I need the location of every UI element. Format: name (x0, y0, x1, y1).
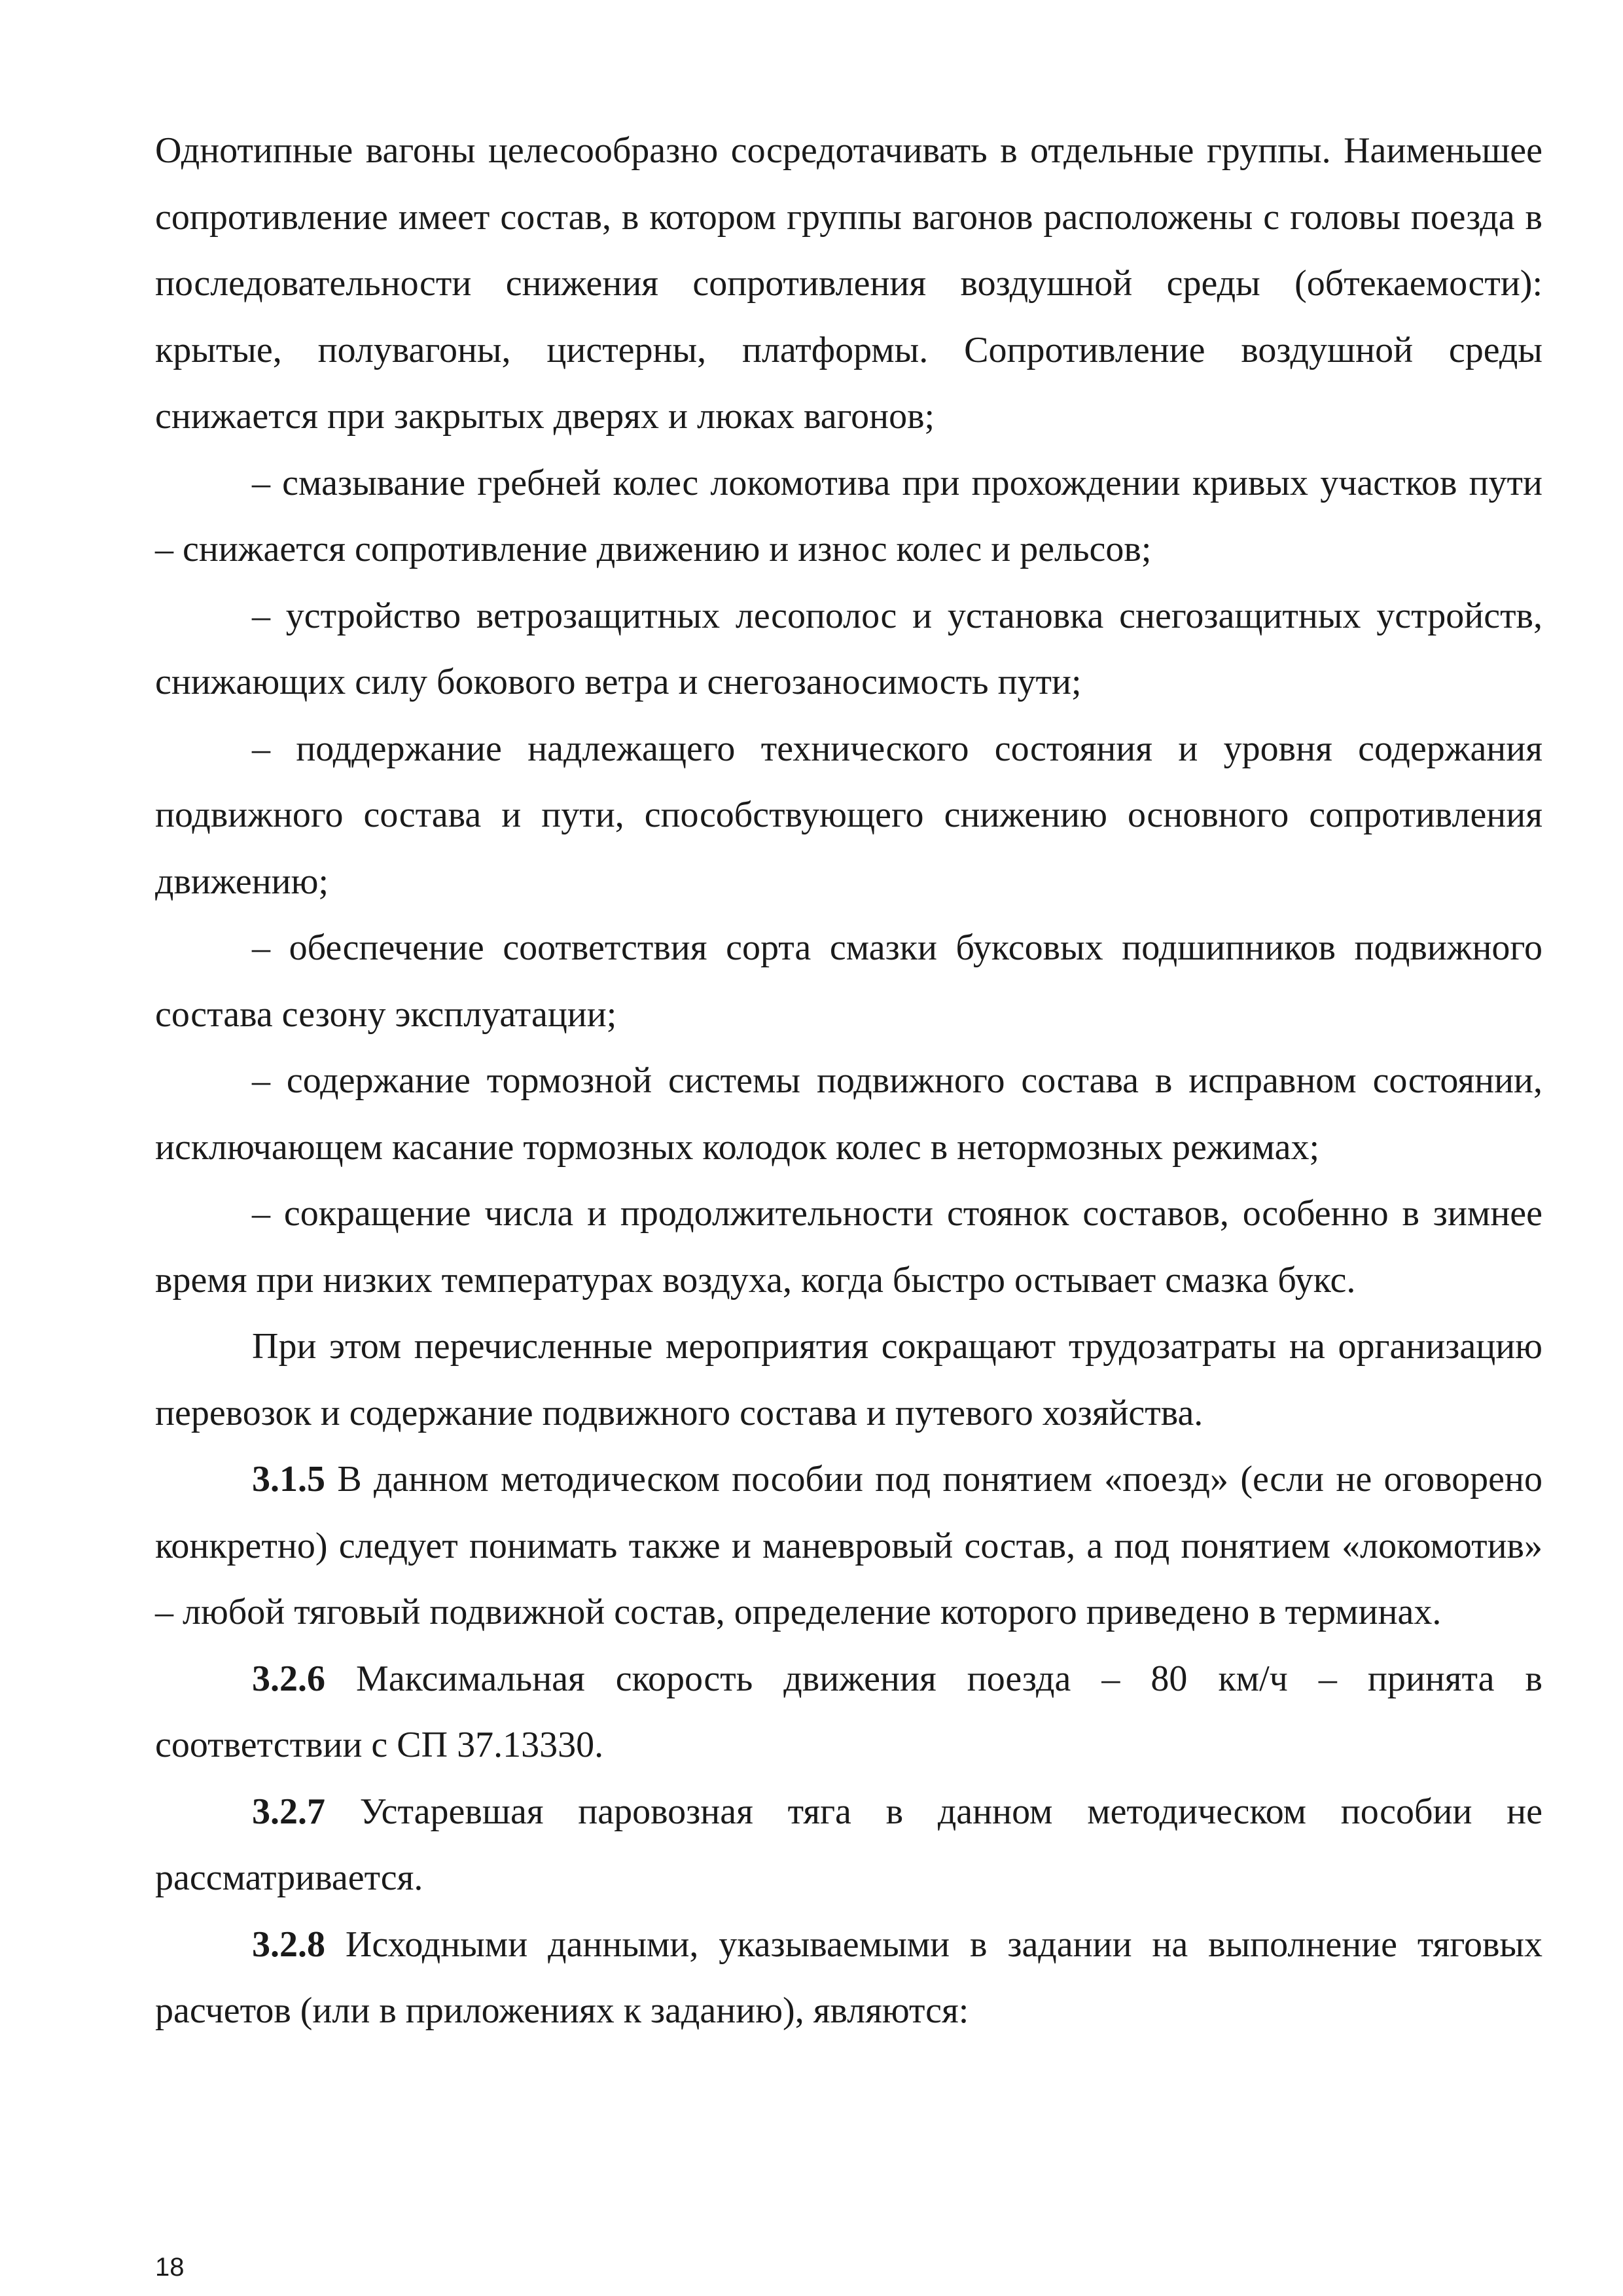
paragraph-text: – содержание тормозной системы подвижного состава в исправном состоянии, исключающем касание тормозных колодок колес в нетормозных режимах; (155, 1060, 1543, 1168)
paragraph-wagon-grouping (155, 118, 1543, 450)
section-number: 3.2.6 (252, 1658, 325, 1699)
paragraph-text: Однотипные вагоны целесообразно сосредотачивать в отдельные группы. Наименьшее сопротивление имеет состав, в котором группы вагонов расположены с головы поезда в последовательности снижения сопротивления воздушной среды (обтекаемости): крытые, полувагоны, цистерны, платформы. Сопротивление воздушной среды снижается при закрытых дверях и люках вагонов; (155, 130, 1543, 437)
section-3-1-5 (155, 1446, 1543, 1646)
paragraph-text: – устройство ветрозащитных лесополос и установка снегозащитных устройств, снижающих силу бокового ветра и снегозаносимость пути; (155, 595, 1543, 702)
paragraph-text: – обеспечение соответствия сорта смазки буксовых подшипников подвижного состава сезону эксплуатации; (155, 927, 1543, 1035)
paragraph-text: При этом перечисленные мероприятия сокращают трудозатраты на организацию перевозок и содержание подвижного состава и путевого хозяйства. (155, 1326, 1543, 1433)
paragraph-text: В данном методическом пособии под понятием «поезд» (если не оговорено конкретно) следует понимать также и маневровый состав, а под понятием «локомотив» – любой тяговый подвижной состав, определение которого приведено в терминах. (155, 1459, 1543, 1632)
paragraph-text: Исходными данными, указываемыми в задании на выполнение тяговых расчетов (или в приложениях к заданию), являются: (155, 1924, 1543, 2031)
paragraph-text: Устаревшая паровозная тяга в данном методическом пособии не рассматривается. (155, 1791, 1543, 1898)
paragraph-text: – сокращение числа и продолжительности стоянок составов, особенно в зимнее время при низких температурах воздуха, когда быстро остывает смазка букс. (155, 1193, 1543, 1300)
list-item-windbreaks (155, 583, 1543, 716)
paragraph-text: – поддержание надлежащего технического состояния и уровня содержания подвижного состава и пути, способствующего снижению основного сопротивления движению; (155, 728, 1543, 902)
page-body (155, 118, 1543, 2045)
list-item-lubricant-grade (155, 915, 1543, 1048)
page-number: 18 (155, 2253, 185, 2282)
paragraph-text: Максимальная скорость движения поезда – 80 км/ч – принята в соответствии с СП 37.13330. (155, 1658, 1543, 1765)
paragraph-text: – смазывание гребней колес локомотива при прохождении кривых участков пути – снижается сопротивление движению и износ колес и рельсов; (155, 462, 1543, 569)
section-3-2-8 (155, 1912, 1543, 2045)
section-number: 3.2.7 (252, 1791, 325, 1832)
section-number: 3.2.8 (252, 1924, 325, 1965)
section-3-2-6 (155, 1646, 1543, 1779)
section-number: 3.1.5 (252, 1459, 325, 1499)
list-item-flange-lubrication (155, 450, 1543, 583)
list-item-stop-reduction (155, 1181, 1543, 1314)
paragraph-conclusion (155, 1314, 1543, 1446)
section-3-2-7 (155, 1779, 1543, 1912)
list-item-brake-system (155, 1048, 1543, 1181)
list-item-maintenance (155, 716, 1543, 916)
